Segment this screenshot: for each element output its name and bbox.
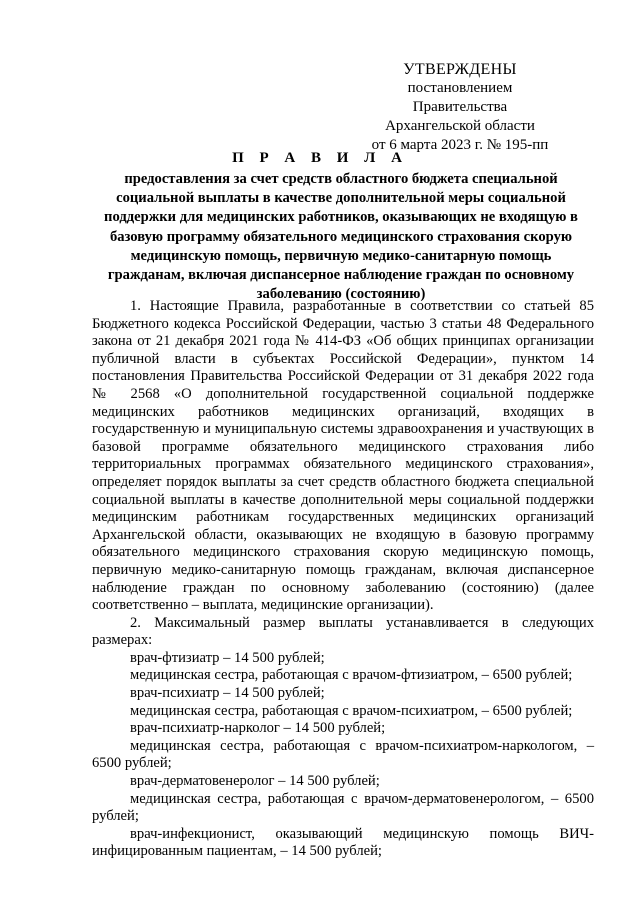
approval-line-date: от 6 марта 2023 г. № 195-пп [371, 137, 549, 153]
list-item: врач-фтизиатр – 14 500 рублей; [130, 649, 325, 666]
list-item: медицинская сестра, работающая с врачом-психиатром, – 6500 рублей; [130, 702, 573, 719]
list-item: медицинская сестра, работающая с врачом-дерматовенерологом, – 6500 рублей; [92, 790, 594, 825]
rules-title: П Р А В И Л А [232, 150, 408, 166]
approval-line-region: Архангельской области [385, 118, 535, 134]
list-item: медицинская сестра, работающая с врачом-психиатром-наркологом, – 6500 рублей; [92, 737, 594, 772]
rules-subtitle: предоставления за счет средств областного бюджета специальной социальной выплаты в качестве дополнительной меры социальной поддержки для медицинских работников, оказывающих не входящую в базовую программу обязательного медицинского страхования скорую медицинскую помощь, первичную медико-санитарную помощь гражданам, включая диспансерное наблюдение граждан по основному заболеванию (состоянию) [104, 171, 578, 303]
list-item: врач-психиатр – 14 500 рублей; [130, 685, 325, 702]
paragraph-2: 2. Максимальный размер выплаты устанавливается в следующих размерах: [92, 614, 594, 649]
approval-stamp [360, 60, 560, 155]
list-item: медицинская сестра, работающая с врачом-фтизиатром, – 6500 рублей; [130, 667, 573, 684]
list-item: врач-дерматовенеролог – 14 500 рублей; [130, 773, 380, 790]
approval-line-decree: постановлением Правительства [407, 80, 513, 115]
paragraph-1: 1. Настоящие Правила, разработанные в соответствии со статьей 85 Бюджетного кодекса Российской Федерации, частью 3 статьи 48 Федерального закона от 21 декабря 2021 года № 414-ФЗ «Об общих принципах организации публичной власти в субъектах Российской Федерации», пунктом 14 постановления Правительства Российской Федерации от 31 декабря 2022 года № 2568 «О дополнительной государственной социальной поддержке медицинских работников медицинских организаций, входящих в государственную и муниципальную системы здравоохранения и участвующих в базовой программе обязательного медицинского страхования либо территориальных программах обязательного медицинского страхования», определяет порядок выплаты за счет средств областного бюджета специальной социальной выплаты в качестве дополнительной меры социальной поддержки медицинским работникам государственных медицинских организаций Архангельской области, оказывающих не входящую в базовую программу обязательного медицинского страхования скорую медицинскую помощь, первичную медико-санитарную помощь гражданам, включая диспансерное наблюдение граждан по основному заболеванию (состоянию) (далее соответственно – выплата, медицинские организации). [92, 298, 594, 614]
approval-heading: УТВЕРЖДЕНЫ [403, 61, 517, 78]
list-item: врач-психиатр-нарколог – 14 500 рублей; [130, 720, 386, 737]
document-body [92, 298, 594, 861]
list-item: врач-инфекционист, оказывающий медицинскую помощь ВИЧ-инфицированным пациентам, – 14 500 рублей; [92, 825, 594, 860]
